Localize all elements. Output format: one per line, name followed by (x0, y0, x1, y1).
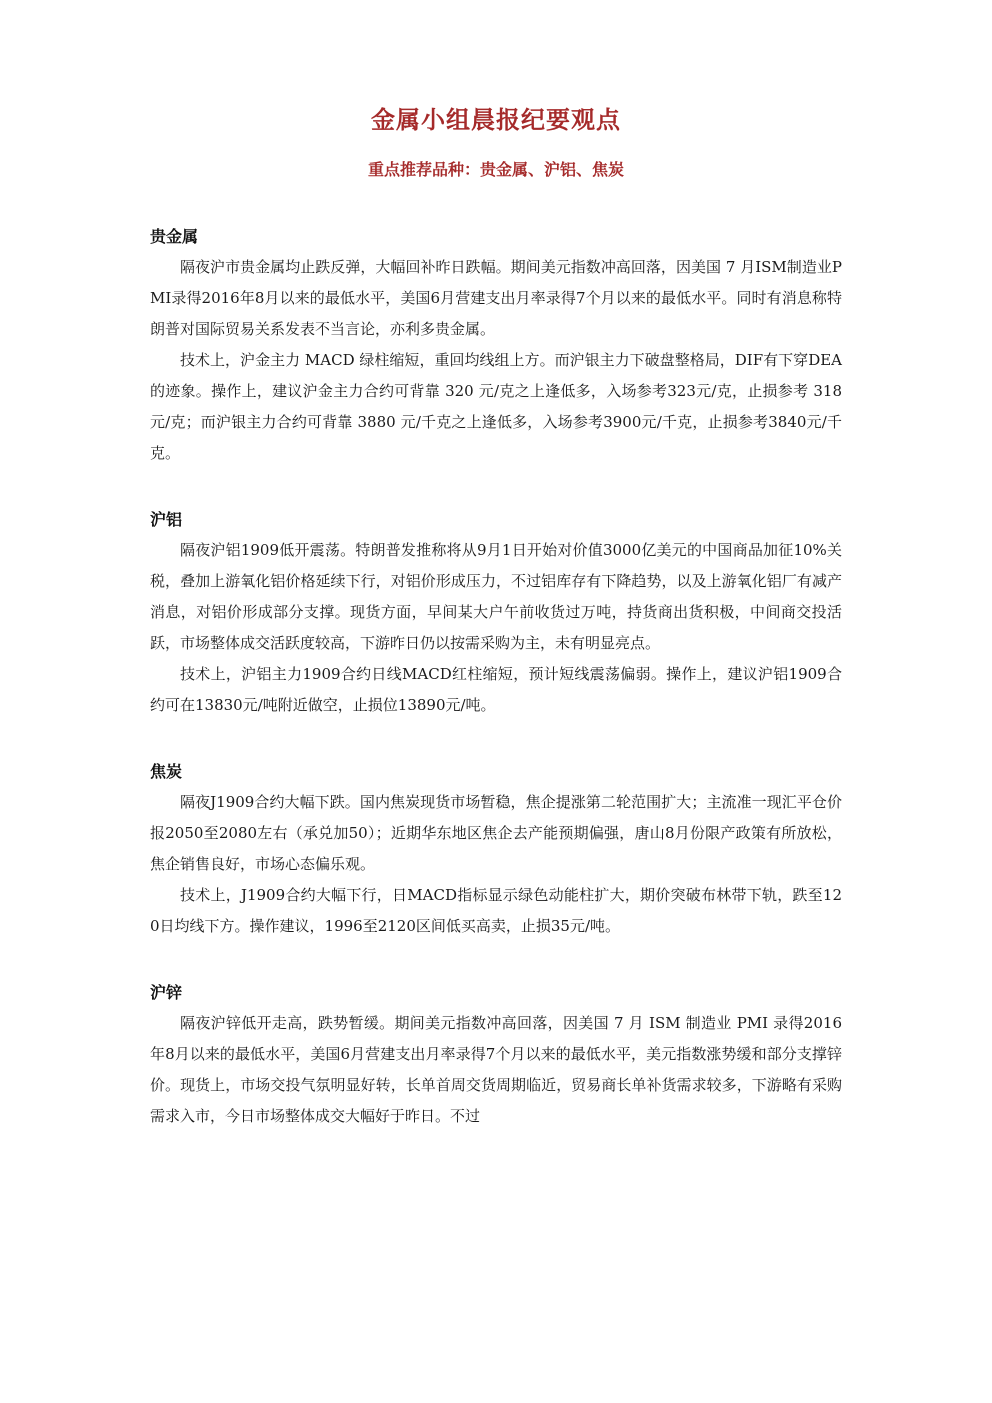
section-aluminum (150, 505, 842, 721)
paragraph: 隔夜J1909合约大幅下跌。国内焦炭现货市场暂稳，焦企提涨第二轮范围扩大；主流准一现汇平仓价报2050至2080左右（承兑加50）；近期华东地区焦企去产能预期偏强，唐山8月份限产政策有所放松，焦企销售良好，市场心态偏乐观。 (150, 793, 842, 873)
section-heading: 沪铝 (150, 510, 183, 529)
paragraph: 技术上，沪金主力 MACD 绿柱缩短，重回均线组上方。而沪银主力下破盘整格局，DIF有下穿DEA的迹象。操作上，建议沪金主力合约可背靠 320 元/克之上逢低多，入场参考323元/克，止损参考 318 元/克；而沪银主力合约可背靠 3880 元/千克之上逢低多，入场参考3900元/千克，止损参考3840元/千克。 (150, 351, 842, 462)
section-heading: 焦炭 (150, 762, 183, 781)
document-body (150, 222, 842, 1168)
section-coke (150, 757, 842, 942)
section-heading: 贵金属 (150, 227, 199, 246)
section-heading: 沪锌 (150, 983, 183, 1002)
section-zinc (150, 978, 842, 1132)
paragraph: 隔夜沪锌低开走高，跌势暂缓。期间美元指数冲高回落，因美国 7 月 ISM 制造业 PMI 录得2016年8月以来的最低水平，美国6月营建支出月率录得7个月以来的最低水平，美元指数涨势缓和部分支撑锌价。现货上，市场交投气氛明显好转，长单首周交货周期临近，贸易商长单补货需求较多，下游略有采购需求入市，今日市场整体成交大幅好于昨日。不过 (150, 1014, 842, 1125)
paragraph: 隔夜沪市贵金属均止跌反弹，大幅回补昨日跌幅。期间美元指数冲高回落，因美国 7 月ISM制造业PMI录得2016年8月以来的最低水平，美国6月营建支出月率录得7个月以来的最低水平。同时有消息称特朗普对国际贸易关系发表不当言论，亦利多贵金属。 (150, 258, 842, 338)
paragraph: 隔夜沪铝1909低开震荡。特朗普发推称将从9月1日开始对价值3000亿美元的中国商品加征10%关税，叠加上游氧化铝价格延续下行，对铝价形成压力，不过铝库存有下降趋势，以及上游氧化铝厂有减产消息，对铝价形成部分支撑。现货方面，早间某大户午前收货过万吨，持货商出货积极，中间商交投活跃，市场整体成交活跃度较高，下游昨日仍以按需采购为主，未有明显亮点。 (150, 541, 842, 652)
paragraph: 技术上，沪铝主力1909合约日线MACD红柱缩短，预计短线震荡偏弱。操作上，建议沪铝1909合约可在13830元/吨附近做空，止损位13890元/吨。 (150, 665, 842, 714)
document-subtitle: 重点推荐品种：贵金属、沪铝、焦炭 (367, 160, 624, 179)
paragraph: 技术上，J1909合约大幅下行，日MACD指标显示绿色动能柱扩大，期价突破布林带下轨，跌至120日均线下方。操作建议，1996至2120区间低买高卖，止损35元/吨。 (150, 886, 842, 935)
document-title: 金属小组晨报纪要观点 (371, 106, 621, 134)
section-precious-metals (150, 222, 842, 469)
